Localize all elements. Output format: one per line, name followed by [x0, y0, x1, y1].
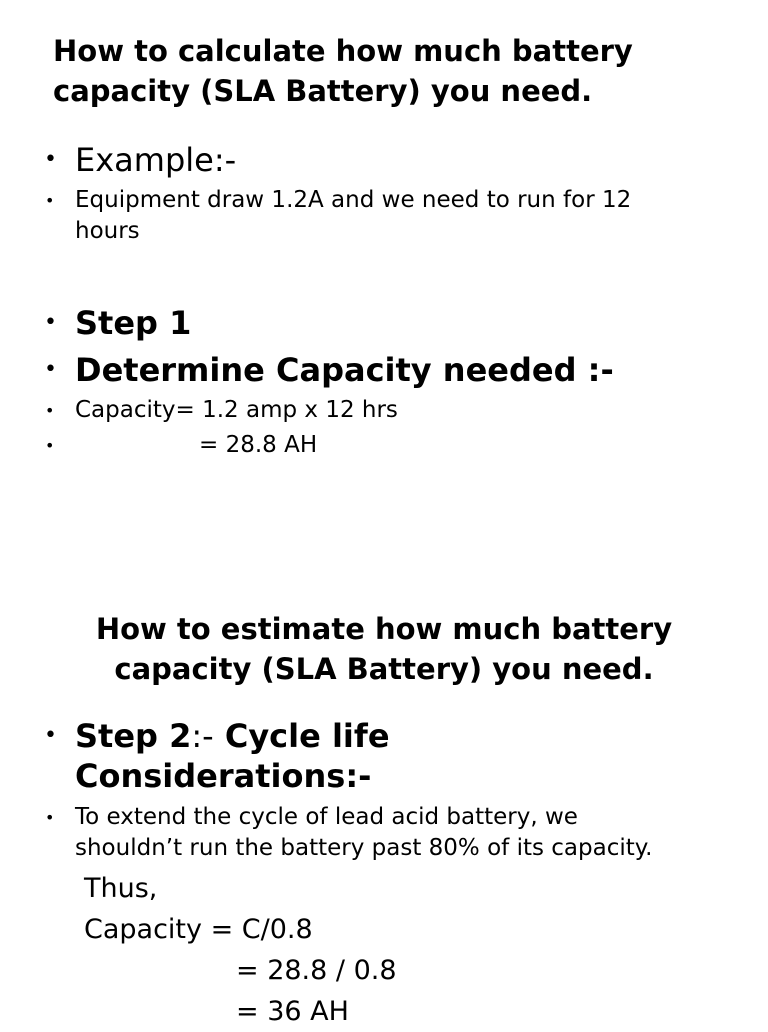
example-heading-text: Example:-: [75, 141, 237, 179]
bullet-icon: •: [45, 436, 55, 455]
determine-heading: [44, 350, 614, 390]
thus-text: Thus,: [84, 873, 158, 904]
extend-text-line-1: To extend the cycle of lead acid battery, we: [75, 804, 578, 830]
example-text-line-2: hours: [75, 218, 140, 244]
bullet-icon: •: [45, 191, 55, 210]
slide-2: [0, 512, 768, 1027]
slide-1-title: [53, 31, 753, 111]
capacity-result: [45, 430, 318, 461]
bullet-icon: •: [44, 147, 57, 172]
slide-1-title-line-1: How to calculate how much battery: [53, 34, 633, 68]
step-1-heading-text: Step 1: [75, 304, 192, 342]
step-2-separator: :-: [191, 717, 214, 755]
example-text-line-1: Equipment draw 1.2A and we need to run for 12: [75, 187, 632, 213]
calc-result: = 36 AH: [236, 996, 349, 1027]
slide-2-title-line-1: How to estimate how much battery: [95, 612, 673, 646]
example-heading: [44, 140, 237, 180]
step-1-heading: [44, 303, 192, 343]
bullet-icon: •: [44, 357, 57, 382]
step-2-rest: Cycle life: [213, 717, 390, 755]
determine-heading-text: Determine Capacity needed :-: [75, 351, 614, 389]
capacity-formula-text: Capacity= 1.2 amp x 12 hrs: [75, 397, 398, 423]
capacity-formula-2: Capacity = C/0.8: [84, 914, 313, 945]
bullet-icon: •: [44, 310, 57, 335]
bullet-icon: •: [45, 808, 55, 827]
example-text: [45, 185, 632, 247]
slide-1-title-line-2: capacity (SLA Battery) you need.: [53, 74, 593, 108]
step-2-line-2: Considerations:-: [75, 757, 372, 795]
bullet-icon: •: [45, 401, 55, 420]
slide-2-title: [0, 609, 768, 689]
extend-text: [45, 802, 653, 864]
capacity-result-text: = 28.8 AH: [199, 432, 318, 458]
bullet-icon: •: [44, 723, 57, 748]
calc-step: = 28.8 / 0.8: [236, 955, 397, 986]
capacity-formula: [45, 395, 398, 426]
step-2-heading: [44, 716, 390, 796]
step-2-label: Step 2: [75, 717, 192, 755]
slide-1: [0, 0, 768, 512]
slide-2-title-line-2: capacity (SLA Battery) you need.: [114, 652, 654, 686]
extend-text-line-2: shouldn’t run the battery past 80% of its capacity.: [75, 835, 653, 861]
